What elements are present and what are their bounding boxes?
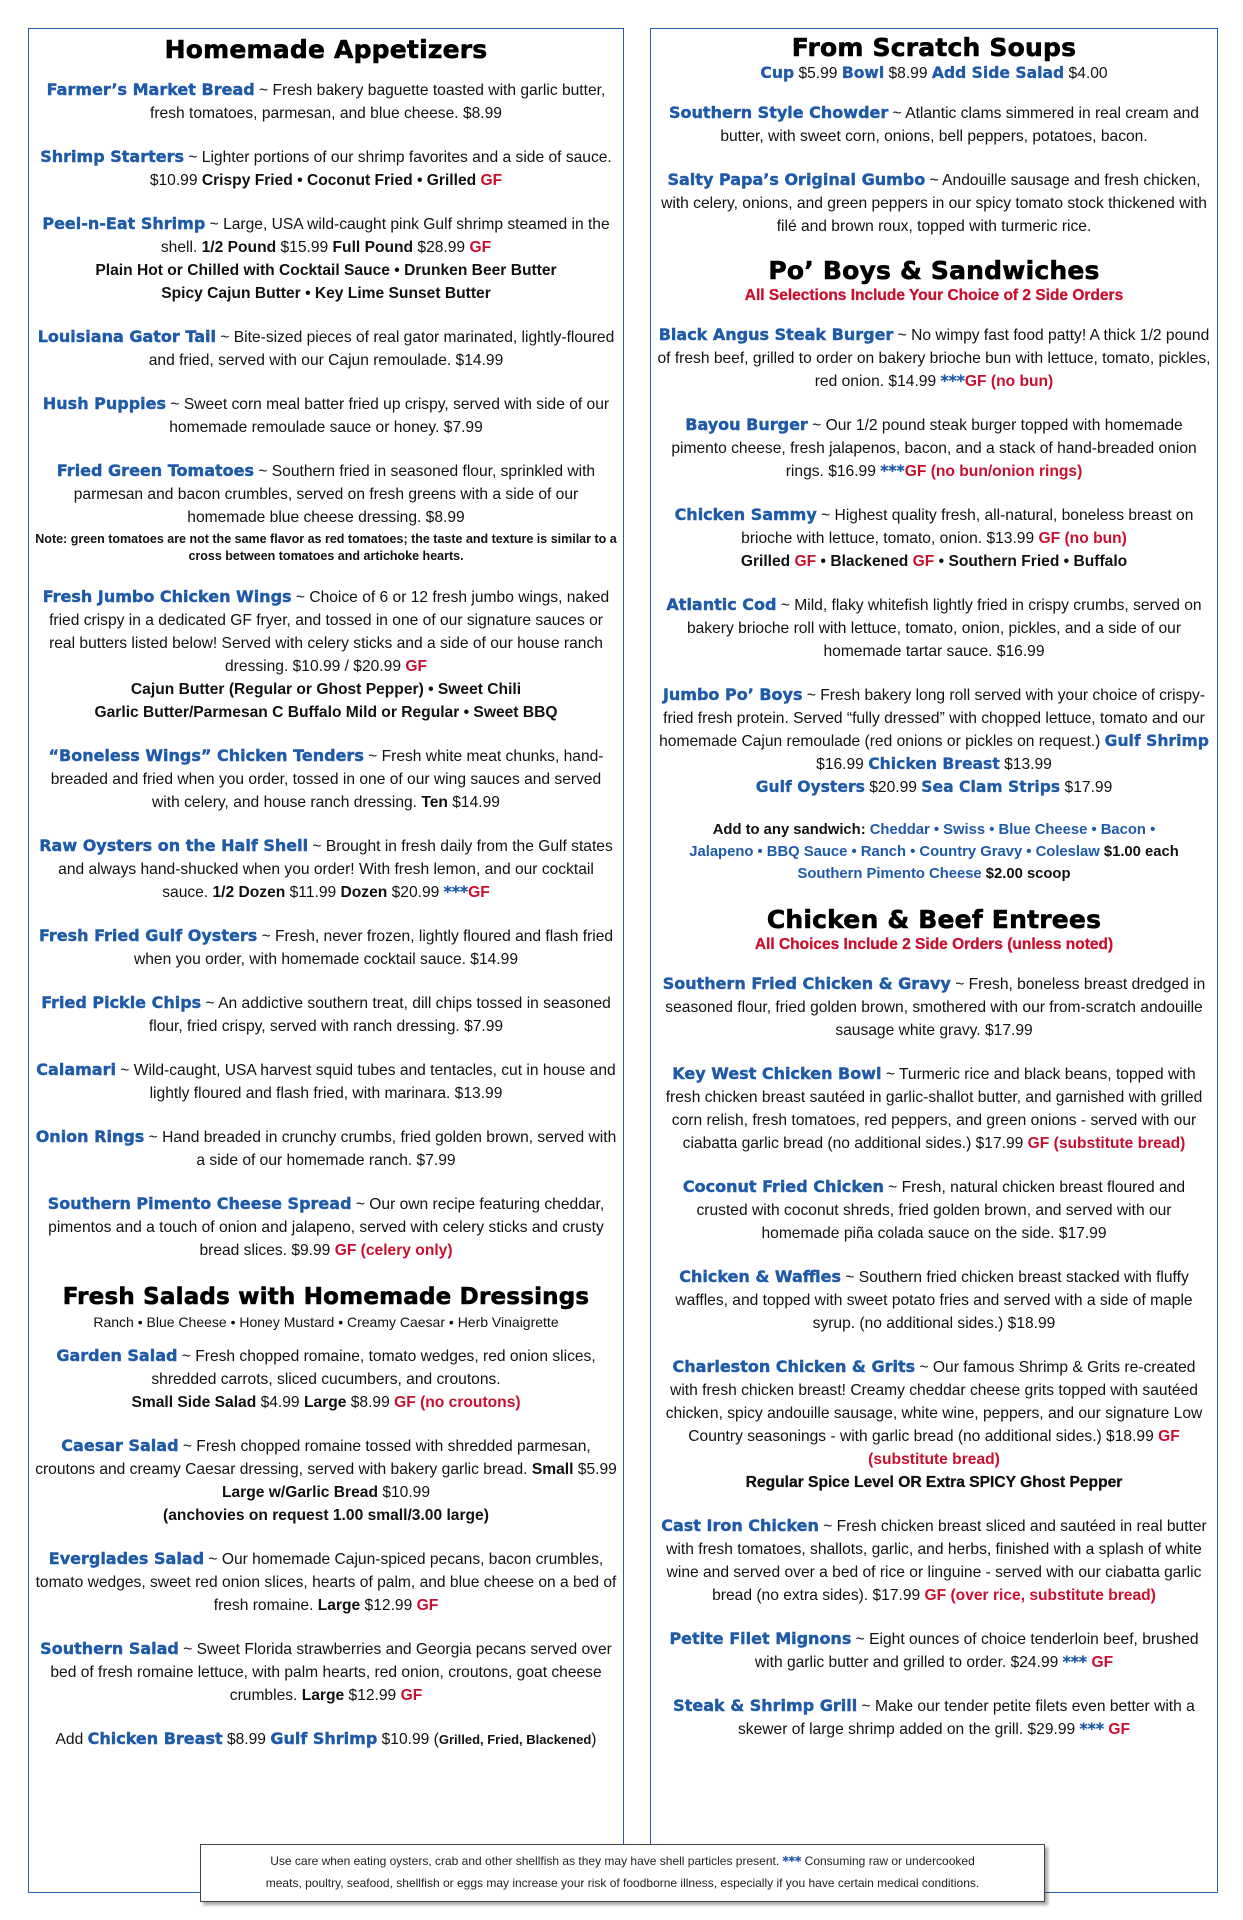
menu-item-caesar-salad: Caesar Salad ~ Fresh chopped romaine tossed with shredded parmesan, croutons and creamy Caesar dressing, served with bakery garlic bread. Small $5.99 Large w/Garlic Bread $10.99 (anchovies on request 1.00 small/3.00 large)	[35, 1436, 617, 1524]
dressings-list: Ranch • Blue Cheese • Honey Mustard • Creamy Caesar • Herb Vinaigrette	[93, 1314, 559, 1330]
left-menu-column	[28, 28, 624, 1893]
entrees-subtitle: All Choices Include 2 Side Orders (unless noted)	[754, 936, 1114, 953]
menu-item-fried-pickle-chips: Fried Pickle Chips ~ An addictive southern treat, dill chips tossed in seasoned flour, fried crispy, served with ranch dressing. $7.99	[41, 993, 611, 1035]
salads-title: Fresh Salads with Homemade Dressings	[62, 1284, 590, 1310]
menu-item-atlantic-cod: Atlantic Cod ~ Mild, flaky whitefish lightly fried in crispy crumbs, served on bakery brioche roll with lettuce, tomato, onion, pickles, and a side of our homemade tartar sauce. $16.99	[666, 595, 1202, 660]
poboys-subtitle: All Selections Include Your Choice of 2 Side Orders	[744, 287, 1124, 304]
menu-item-gator-tail: Louisiana Gator Tail ~ Bite-sized pieces of real gator marinated, lightly-floured and fried, served with our Cajun remoulade. $14.99	[37, 327, 615, 369]
fgt-note: Note: green tomatoes are not the same flavor as red tomatoes; the taste and texture is similar to a cross between tomatoes and artichoke hearts.	[35, 532, 617, 563]
menu-item-chicken-sammy: Chicken Sammy ~ Highest quality fresh, all-natural, boneless breast on brioche with lettuce, tomato, onion. $13.99 GF (no bun) Grilled GF • Blackened GF • Southern Fried • Buffalo	[674, 505, 1194, 570]
menu-item-boneless-wings: “Boneless Wings” Chicken Tenders ~ Fresh white meat chunks, hand-breaded and fried when you order, tossed in one of our wing sauces and served with celery, and house ranch dressing. Ten $14.99	[48, 746, 604, 811]
menu-item-filet-mignons: Petite Filet Mignons ~ Eight ounces of choice tenderloin beef, brushed with garlic butter and grilled to order. $24.99 *** GF	[669, 1629, 1199, 1671]
menu-item-pimento-cheese-spread: Southern Pimento Cheese Spread ~ Our own recipe featuring cheddar, pimentos and a touch of onion and jalapeno, served with celery sticks and crusty bread slices. $9.99 GF (celery only)	[47, 1194, 605, 1259]
menu-item-fried-green-tomatoes: Fried Green Tomatoes ~ Southern fried in seasoned flour, sprinkled with parmesan and bacon crumbles, served on fresh greens with a side of our homemade blue cheese dressing. $8.99 Note: green tomatoes are not the same flavor as red tomatoes; the taste and texture is similar to a cross between tomatoes and artichoke hearts.	[35, 461, 617, 563]
menu-item-shrimp-starters: Shrimp Starters ~ Lighter portions of our shrimp favorites and a side of sauce. $10.99 Crispy Fried • Coconut Fried • Grilled GF	[40, 147, 612, 189]
food-safety-disclaimer: Use care when eating oysters, crab and other shellfish as they may have shell particles present. *** Consuming raw or undercooked meats, poultry, seafood, shellfish or eggs may increase your risk of foodborne illness, especially if you have certain medical conditions.	[200, 1844, 1045, 1902]
menu-item-southern-chowder: Southern Style Chowder ~ Atlantic clams simmered in real cream and butter, with sweet corn, onions, bell peppers, potatoes, bacon.	[669, 103, 1199, 145]
entrees-title: Chicken & Beef Entrees	[766, 905, 1102, 934]
menu-item-gumbo: Salty Papa’s Original Gumbo ~ Andouille sausage and fresh chicken, with celery, onions, and green peppers in our spicy tomato stock thickened with filé and brown roux, topped with turmeric rice.	[661, 170, 1207, 235]
menu-item-coconut-chicken: Coconut Fried Chicken ~ Fresh, natural chicken breast floured and crusted with coconut shreds, fried golden brown, and served with our homemade piña colada sauce on the side. $17.99	[682, 1177, 1186, 1242]
menu-item-peel-n-eat-shrimp: Peel-n-Eat Shrimp ~ Large, USA wild-caught pink Gulf shrimp steamed in the shell. 1/2 Pound $15.99 Full Pound $28.99 GF Plain Hot or Chilled with Cocktail Sauce • Drunken Beer Butter Spicy Cajun Butter • Key Lime Sunset Butter	[42, 214, 610, 302]
menu-item-jumbo-po-boys: Jumbo Po’ Boys ~ Fresh bakery long roll served with your choice of crispy-fried fresh protein. Served “fully dressed” with chopped lettuce, tomato and our homemade Cajun remoulade (red onions or pickles on request.) Gulf Shrimp $16.99 Chicken Breast $13.99 Gulf Oysters $20.99 Sea Clam Strips $17.99	[659, 685, 1209, 796]
menu-item-hush-puppies: Hush Puppies ~ Sweet corn meal batter fried up crispy, served with side of our homemade remoulade sauce or honey. $7.99	[42, 394, 610, 436]
menu-item-southern-fried-chicken: Southern Fried Chicken & Gravy ~ Fresh, boneless breast dredged in seasoned flour, fried golden brown, smothered with our from-scratch andouille sausage white gravy. $17.99	[662, 974, 1206, 1039]
sandwich-add-ons: Add to any sandwich: Cheddar • Swiss • Blue Cheese • Bacon • Jalapeno • BBQ Sauce • Ranch • Country Gravy • Coleslaw $1.00 each Southern Pimento Cheese $2.00 scoop	[689, 822, 1179, 882]
menu-item-cast-iron-chicken: Cast Iron Chicken ~ Fresh chicken breast sliced and sautéed in real butter with fresh tomatoes, shallots, garlic, and herbs, finished with a splash of white wine and served over a bed of rice or linguine - served with our ciabatta garlic bread (no extra sides). $17.99 GF (over rice, substitute bread)	[661, 1516, 1207, 1604]
right-menu-column	[650, 28, 1218, 1893]
menu-item-steak-shrimp-grill: Steak & Shrimp Grill ~ Make our tender petite filets even better with a skewer of large shrimp added on the grill. $29.99 *** GF	[673, 1696, 1195, 1738]
menu-item-chicken-waffles: Chicken & Waffles ~ Southern fried chicken breast stacked with fluffy waffles, and topped with sweet potato fries and served with a side of maple syrup. (no additional sides.) $18.99	[675, 1267, 1193, 1332]
menu-item-charleston-grits: Charleston Chicken & Grits ~ Our famous Shrimp & Grits re-created with fresh chicken breast! Creamy cheddar cheese grits topped with sautéed chicken, spicy andouille sausage, white wine, peppers, and our signature Low Country seasonings - with garlic bread (no additional sides.) $18.99 GF (substitute bread) Regular Spice Level OR Extra SPICY Ghost Pepper	[665, 1357, 1203, 1491]
menu-item-fried-gulf-oysters: Fresh Fried Gulf Oysters ~ Fresh, never frozen, lightly floured and flash fried when you order, with homemade cocktail sauce. $14.99	[38, 926, 614, 968]
menu-item-key-west-bowl: Key West Chicken Bowl ~ Turmeric rice and black beans, topped with fresh chicken breast sautéed in garlic-shallot butter, and garnished with grilled corn relish, fresh tomatoes, red peppers, and green onions - served with our ciabatta garlic bread (no additional sides.) $17.99 GF (substitute bread)	[665, 1064, 1203, 1152]
appetizers-title: Homemade Appetizers	[164, 35, 488, 64]
menu-item-onion-rings: Onion Rings ~ Hand breaded in crunchy crumbs, fried golden brown, served with a side of our homemade ranch. $7.99	[35, 1127, 617, 1169]
menu-item-garden-salad: Garden Salad ~ Fresh chopped romaine, tomato wedges, red onion slices, shredded carrots, sliced cucumbers, and croutons. Small Side Salad $4.99 Large $8.99 GF (no croutons)	[56, 1346, 596, 1411]
menu-item-farmers-bread: Farmer’s Market Bread ~ Fresh bakery baguette toasted with garlic butter, fresh tomatoes, parmesan, and blue cheese. $8.99	[46, 80, 606, 122]
poboys-title: Po’ Boys & Sandwiches	[768, 256, 1100, 285]
salad-add-ons: Add Chicken Breast $8.99 Gulf Shrimp $10.99 (Grilled, Fried, Blackened)	[55, 1729, 597, 1748]
menu-item-southern-salad: Southern Salad ~ Sweet Florida strawberries and Georgia pecans served over bed of fresh romaine lettuce, with palm hearts, red onion, croutons, goat cheese crumbles. Large $12.99 GF	[40, 1639, 612, 1704]
menu-item-everglades-salad: Everglades Salad ~ Our homemade Cajun-spiced pecans, bacon crumbles, tomato wedges, sweet red onion slices, hearts of palm, and blue cheese on a bed of fresh romaine. Large $12.99 GF	[35, 1549, 617, 1614]
menu-item-raw-oysters: Raw Oysters on the Half Shell ~ Brought in fresh daily from the Gulf states and always hand-shucked when you order! With fresh lemon, and our cocktail sauce. 1/2 Dozen $11.99 Dozen $20.99 ***GF	[39, 836, 613, 901]
menu-item-calamari: Calamari ~ Wild-caught, USA harvest squid tubes and tentacles, cut in house and lightly floured and flash fried, with marinara. $13.99	[36, 1060, 616, 1102]
menu-item-chicken-wings: Fresh Jumbo Chicken Wings ~ Choice of 6 or 12 fresh jumbo wings, naked fried crispy in a dedicated GF fryer, and tossed in one of our signature sauces or real butters listed below! Served with celery sticks and a side of our house ranch dressing. $10.99 / $20.99 GF Cajun Butter (Regular or Ghost Pepper) • Sweet Chili Garlic Butter/Parmesan C Buffalo Mild or Regular • Sweet BBQ	[42, 587, 610, 721]
menu-item-bayou-burger: Bayou Burger ~ Our 1/2 pound steak burger topped with homemade pimento cheese, fresh jalapenos, bacon, and a stack of hand-breaded onion rings. $16.99 ***GF (no bun/onion rings)	[671, 415, 1197, 480]
soups-title: From Scratch Soups	[791, 33, 1077, 62]
soup-prices: Cup $5.99 Bowl $8.99 Add Side Salad $4.00	[760, 64, 1108, 82]
menu-item-angus-burger: Black Angus Steak Burger ~ No wimpy fast food patty! A thick 1/2 pound of fresh beef, grilled to order on bakery brioche bun with lettuce, tomato, pickles, red onion. $14.99 ***GF (no bun)	[657, 325, 1211, 390]
